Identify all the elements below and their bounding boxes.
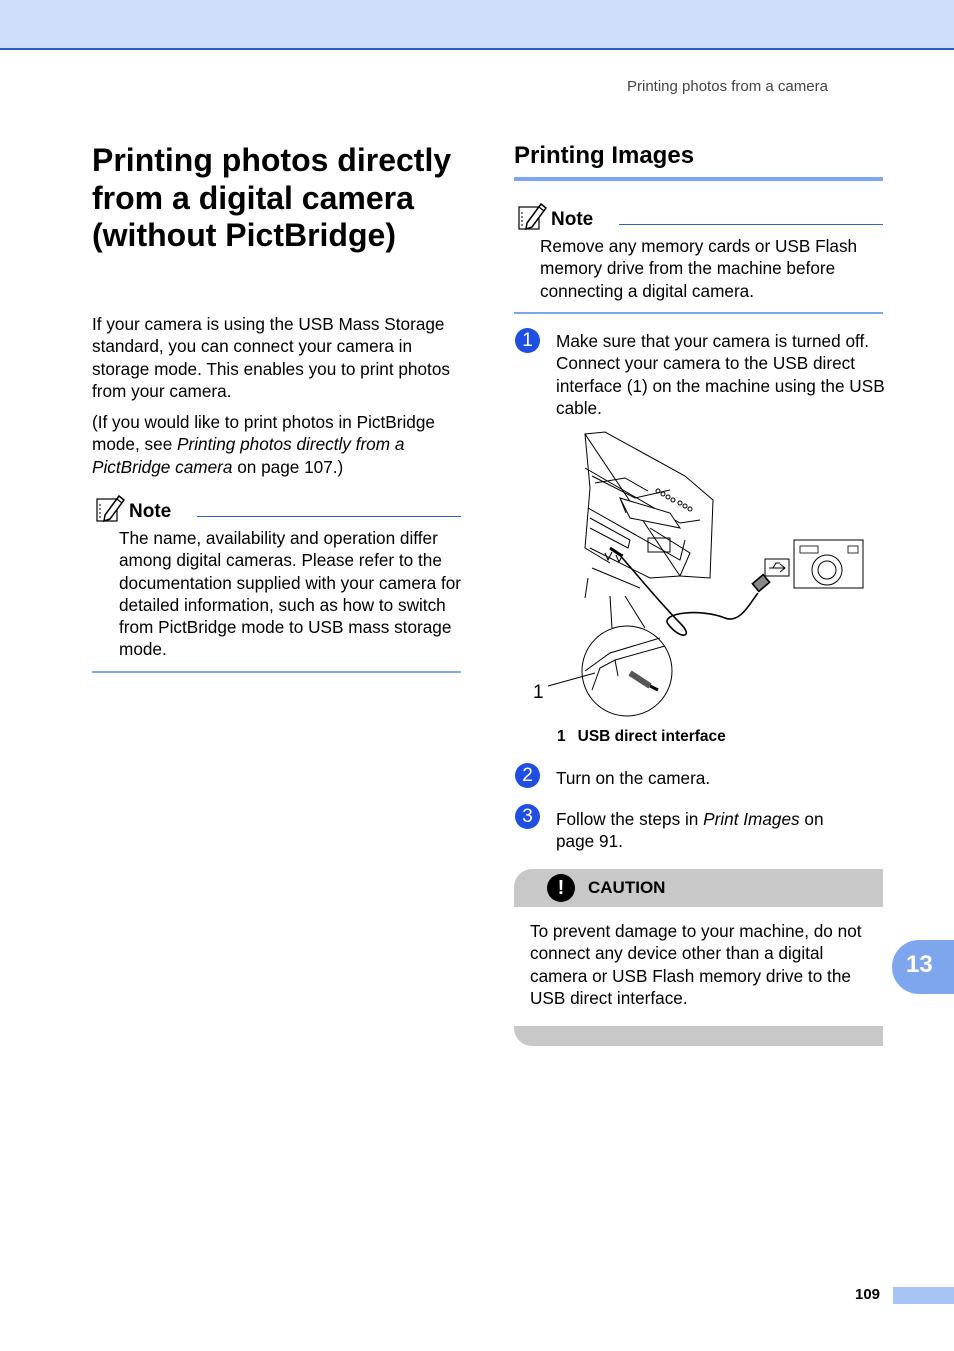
note-header-left <box>95 493 171 523</box>
caution-footer <box>514 1026 883 1046</box>
pictbridge-reference: Printing photos directly from a PictBridge camera <box>92 434 405 477</box>
print-images-reference: Print Images <box>703 809 800 829</box>
step-2-text: Turn on the camera. <box>556 768 711 788</box>
note-text: Remove any memory cards or USB Flash memory drive from the machine before connecting a digital camera. <box>540 236 858 301</box>
note-pencil-icon <box>517 201 547 231</box>
note-label: Note <box>551 209 594 230</box>
section-title-rule <box>514 177 883 181</box>
caution-text: To prevent damage to your machine, do not connect any device other than a digital camera or USB Flash memory drive to the USB direct interface. <box>530 921 862 1008</box>
note-label: Note <box>129 501 172 522</box>
step-1-text: Make sure that your camera is turned off. Connect your camera to the USB direct interface (1) on the machine using the USB cable. <box>556 331 885 418</box>
camera-connection-illustration <box>530 428 870 720</box>
usb-symbol-icon <box>765 559 789 576</box>
zoom-detail-circle <box>548 596 672 716</box>
figure-callout-1: 1 <box>533 682 544 703</box>
note-pencil-icon <box>95 493 125 523</box>
section-title: Printing Images <box>514 142 695 169</box>
page-number-bar <box>893 1287 954 1304</box>
note-rule <box>619 224 883 225</box>
step-number-1: 1 <box>515 328 540 353</box>
note-rule <box>197 516 461 517</box>
header-bar <box>0 0 954 50</box>
caution-header <box>514 869 883 907</box>
note-text: The name, availability and operation differ among digital cameras. Please refer to the documentation supplied with your camera for detailed information, such as how to switch from PictBridge mode to USB mass storage mode. <box>119 528 462 660</box>
running-header: Printing photos from a camera <box>627 78 828 95</box>
page-number: 109 <box>855 1286 881 1303</box>
chapter-section-title: Printing photos directly from a digital camera (without PictBridge) <box>92 142 452 253</box>
exclamation-icon: ! <box>547 874 575 902</box>
pictbridge-paragraph: (If you would like to print photos in PictBridge mode, see Printing photos directly from a PictBridge camera on page 107.) <box>92 412 435 477</box>
step-3-text: Follow the steps in Print Images on page 91. <box>556 809 824 852</box>
chapter-tab: 13 <box>892 940 954 994</box>
intro-paragraph: If your camera is using the USB Mass Storage standard, you can connect your camera in storage mode. This enables you to print photos from your camera. <box>92 314 450 401</box>
camera-drawing <box>794 540 863 588</box>
note-bottom-rule <box>514 312 883 314</box>
step-number-2: 2 <box>515 763 540 788</box>
note-header-right <box>517 201 593 231</box>
note-bottom-rule <box>92 671 461 673</box>
caution-label: CAUTION <box>588 878 666 897</box>
printer-drawing <box>585 432 713 598</box>
figure-caption: 1 USB direct interface <box>557 728 726 745</box>
step-number-3: 3 <box>515 804 540 829</box>
